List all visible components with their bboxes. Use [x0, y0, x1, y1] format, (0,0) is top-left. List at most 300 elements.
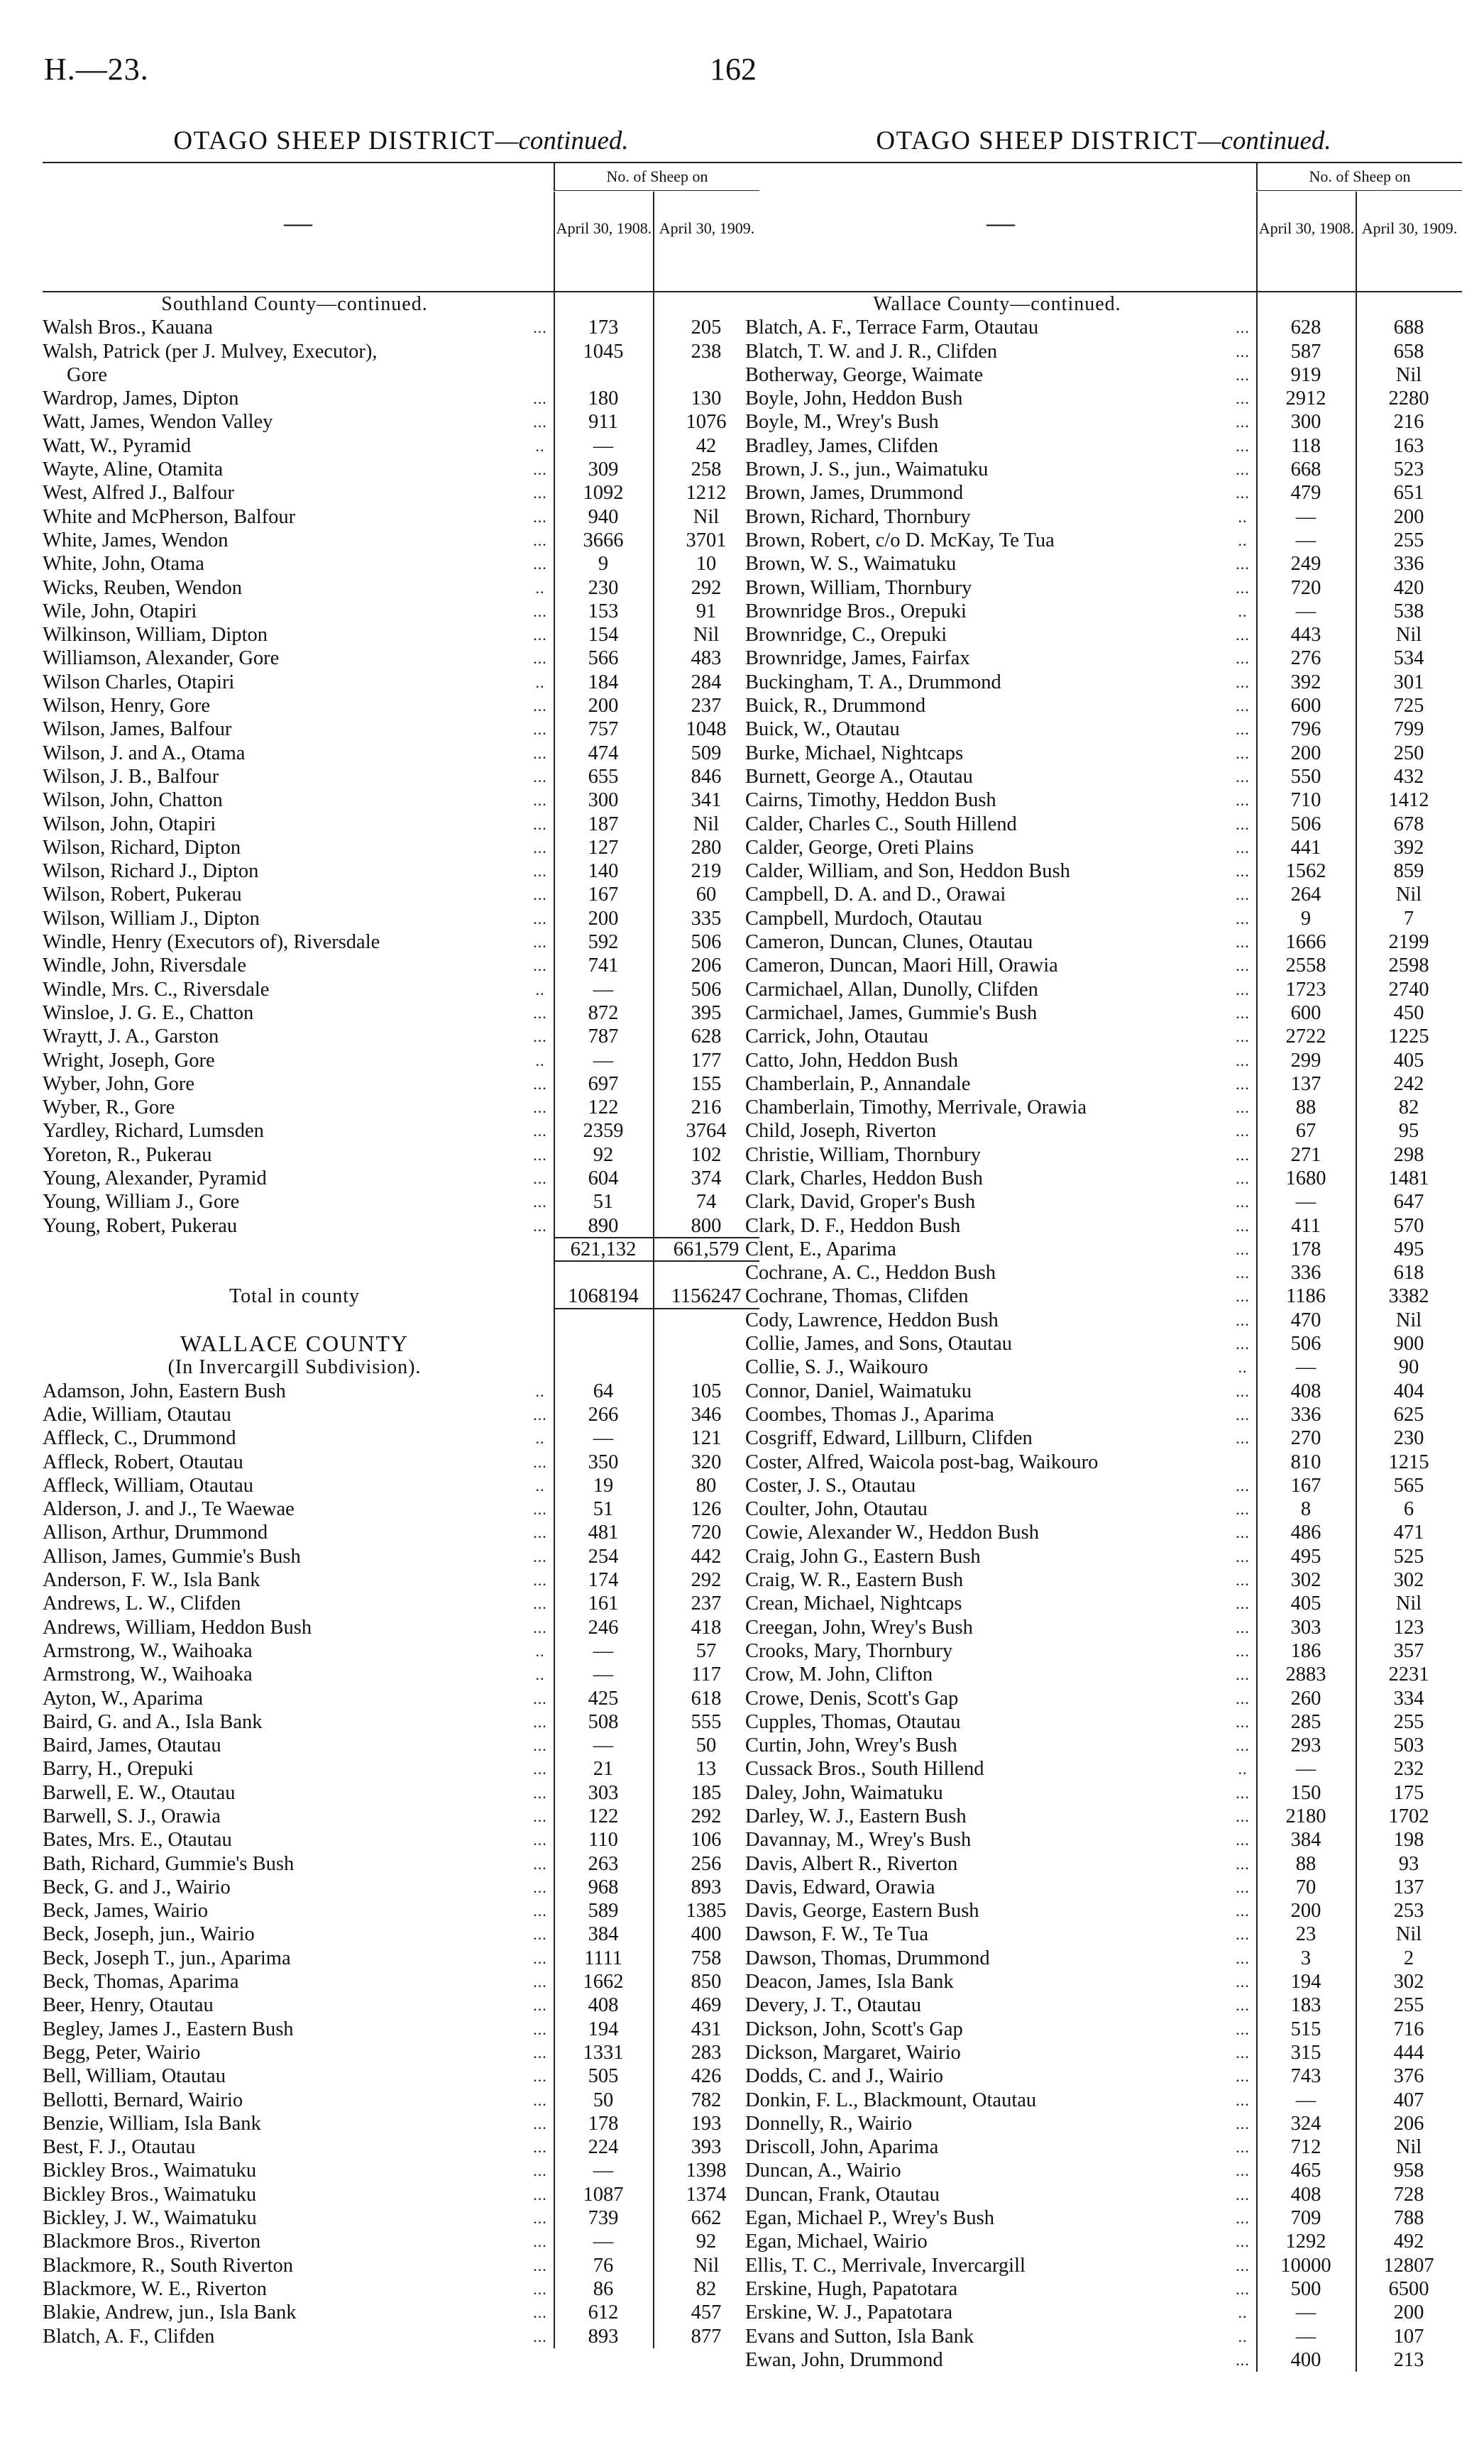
sheep-1909: 298	[1393, 1143, 1424, 1166]
owner-name: Boyle, John, Heddon Bush	[745, 387, 963, 410]
leader-dots: ...	[533, 886, 547, 904]
leader-dots: ..	[535, 1666, 545, 1684]
page-code: H.—23.	[44, 52, 149, 87]
sheep-1908: 3	[1300, 1947, 1312, 1969]
owner-name: Wilson, John, Chatton	[43, 789, 223, 812]
sheep-1908: 2359	[583, 1120, 624, 1143]
owner-name: Boyle, M., Wrey's Bush	[745, 411, 939, 434]
sheep-1908: 180	[588, 387, 619, 410]
leader-dots: ...	[1236, 862, 1250, 881]
sheep-1909: 432	[1393, 765, 1424, 788]
table-row	[745, 836, 1462, 859]
sheep-1908: 51	[593, 1191, 614, 1214]
owner-name: Wile, John, Otapiri	[43, 600, 197, 622]
leader-dots: ..	[1238, 1760, 1248, 1778]
owner-name: Brownridge Bros., Orepuki	[745, 600, 967, 622]
sheep-1909: 846	[691, 765, 722, 788]
table-row	[745, 671, 1462, 694]
table-row	[745, 1876, 1462, 1899]
leader-dots: ...	[533, 649, 547, 668]
owner-name: Coulter, John, Otautau	[745, 1498, 928, 1521]
sheep-1908: 604	[588, 1167, 619, 1189]
leader-dots: ...	[1236, 1808, 1250, 1825]
sheep-1908: 668	[1290, 458, 1321, 481]
owner-name: Bath, Richard, Gummie's Bush	[43, 1852, 295, 1875]
table-row	[43, 954, 759, 977]
owner-name: Cochrane, A. C., Heddon Bush	[745, 1262, 996, 1285]
owner-name: Calder, George, Oreti Plains	[745, 836, 974, 859]
year-1909-header: April 30, 1909.	[653, 192, 759, 291]
table-row	[745, 1426, 1462, 1450]
table-row	[745, 458, 1462, 481]
sheep-1908: 246	[588, 1616, 619, 1639]
table-row	[43, 1403, 759, 1426]
leader-dots: ...	[1236, 1949, 1250, 1967]
sheep-1909: 123	[1393, 1616, 1424, 1639]
leader-dots: ...	[1236, 1783, 1250, 1802]
sheep-1909: 292	[691, 1569, 722, 1592]
sheep-1908: 140	[588, 860, 619, 883]
owner-name: Bell, William, Otautau	[43, 2065, 226, 2088]
owner-name: West, Alfred J., Balfour	[43, 482, 234, 505]
leader-dots: ...	[533, 1712, 547, 1731]
sheep-1908: 86	[593, 2277, 614, 2300]
table-row	[745, 1143, 1462, 1167]
table-row	[43, 907, 759, 930]
owner-name: Driscoll, John, Aparima	[745, 2136, 939, 2159]
sheep-1909: 374	[691, 1167, 722, 1189]
sheep-1909: 292	[691, 576, 722, 599]
sheep-1908: 481	[588, 1522, 619, 1544]
name-column-header: —	[284, 207, 312, 238]
sheep-1909: 3764	[686, 1120, 727, 1143]
owner-name: Windle, John, Riversdale	[43, 955, 246, 977]
leader-dots: ...	[1236, 365, 1250, 384]
owner-name: Wraytt, J. A., Garston	[43, 1025, 219, 1048]
owner-name: Erskine, W. J., Papatotara	[745, 2301, 953, 2324]
sheep-1908: 1662	[583, 1971, 624, 1993]
owner-name: Barwell, E. W., Otautau	[43, 1781, 236, 1804]
sheep-1909: 357	[1393, 1639, 1424, 1662]
sheep-1908: 515	[1290, 2018, 1321, 2040]
table-row	[43, 1687, 759, 1710]
table-row	[43, 2206, 759, 2230]
leader-dots: ...	[1236, 2350, 1250, 2369]
sheep-1908: 612	[588, 2301, 619, 2324]
table-row	[43, 2018, 759, 2041]
leader-dots: ...	[1236, 1169, 1250, 1187]
table-row	[745, 1261, 1462, 1285]
table-row	[43, 1923, 759, 1946]
sheep-1909: 302	[1393, 1569, 1424, 1592]
sheep-1908: 495	[1290, 1545, 1321, 1568]
sheep-1908: 118	[1291, 434, 1321, 457]
leader-dots: ...	[533, 2138, 547, 2157]
leader-dots: ..	[1238, 602, 1248, 620]
sheep-1908: 1186	[1286, 1285, 1326, 1308]
owner-name: Walsh, Patrick (per J. Mulvey, Executor),	[43, 340, 378, 363]
table-row	[43, 529, 759, 552]
sheep-1908: 709	[1290, 2207, 1321, 2230]
sheep-1909: 534	[1393, 647, 1424, 670]
owner-name: Burke, Michael, Nightcaps	[745, 742, 964, 764]
table-row	[43, 1238, 759, 1261]
table-row	[43, 410, 759, 434]
leader-dots: ...	[533, 1571, 547, 1590]
sheep-1908: 64	[593, 1380, 614, 1402]
leader-dots: ...	[533, 1925, 547, 1944]
owner-name: Buick, W., Otautau	[745, 718, 900, 741]
sheep-1909: 200	[1393, 505, 1424, 528]
table-row	[745, 1096, 1462, 1119]
sheep-1909: 255	[1393, 529, 1424, 551]
table-row	[43, 1380, 759, 1403]
sheep-1909: Nil	[693, 624, 720, 647]
table-row	[43, 505, 759, 529]
table-row	[745, 1190, 1462, 1214]
leader-dots: ...	[1236, 1902, 1250, 1920]
table-row	[745, 1332, 1462, 1355]
leader-dots: ...	[1236, 1641, 1250, 1660]
leader-dots: ...	[533, 862, 547, 881]
owner-name: Cussack Bros., South Hillend	[745, 1758, 984, 1781]
table-row	[745, 387, 1462, 410]
sheep-1908: 270	[1290, 1427, 1321, 1450]
leader-dots: ...	[1236, 1003, 1250, 1022]
sheep-1908: 810	[1290, 1451, 1321, 1473]
table-row	[745, 2112, 1462, 2135]
table-row	[745, 1001, 1462, 1025]
owner-name: White, John, Otama	[43, 553, 204, 576]
owner-name: Affleck, Robert, Otautau	[43, 1451, 243, 1473]
leader-dots: ..	[535, 673, 545, 691]
sheep-1909: 91	[696, 600, 717, 622]
leader-dots: ...	[1236, 1524, 1250, 1542]
sheep-1909: 206	[691, 955, 722, 977]
owner-name: Beck, James, Wairio	[43, 1900, 209, 1923]
leader-dots: ...	[1236, 1145, 1250, 1164]
leader-dots: ...	[1236, 957, 1250, 975]
sheep-1908: 200	[1290, 742, 1321, 764]
sheep-1909: 506	[691, 931, 722, 954]
leader-dots: ...	[1236, 1429, 1250, 1448]
table-row	[745, 2135, 1462, 2159]
table-row	[745, 1899, 1462, 1923]
leader-dots: ...	[533, 1547, 547, 1566]
owner-name: Wright, Joseph, Gore	[43, 1049, 215, 1072]
leader-dots: ...	[533, 1169, 547, 1187]
leader-dots: ...	[533, 1500, 547, 1519]
name-column-header: —	[986, 207, 1015, 238]
sheep-1909: 728	[1393, 2183, 1424, 2206]
sheep-1908: 167	[1290, 1474, 1321, 1497]
sheep-1909: 137	[1393, 1876, 1424, 1898]
sheep-1908: 408	[1290, 1380, 1321, 1402]
sheep-1908: 167	[588, 884, 619, 906]
leader-dots: ...	[1236, 2067, 1250, 2086]
table-row	[745, 1568, 1462, 1592]
table-row	[745, 2206, 1462, 2230]
sheep-1908: 720	[1290, 576, 1321, 599]
table-row	[745, 552, 1462, 576]
owner-name: Davis, George, Eastern Bush	[745, 1900, 979, 1923]
table-row	[43, 1592, 759, 1615]
table-row	[43, 671, 759, 694]
leader-dots: ...	[533, 1689, 547, 1707]
sheep-1908: 506	[1290, 1333, 1321, 1355]
owner-name: Clent, E., Aparima	[745, 1238, 896, 1260]
sheep-1909: 525	[1393, 1545, 1424, 1568]
sheep-1908: 88	[1295, 1096, 1317, 1119]
table-row	[745, 717, 1462, 741]
sheep-1908: 712	[1290, 2136, 1321, 2159]
sheep-1908: 474	[588, 742, 619, 764]
owner-name: Gore	[67, 363, 107, 386]
leader-dots: ...	[1236, 1689, 1250, 1707]
sheep-1909: 213	[1393, 2348, 1424, 2371]
sheep-1908: 911	[588, 411, 618, 434]
sheep-1909: 205	[691, 317, 722, 339]
table-row	[745, 1805, 1462, 1828]
sheep-1908: —	[1295, 600, 1317, 622]
owner-name: Cowie, Alexander W., Heddon Bush	[745, 1522, 1040, 1544]
table-row	[43, 1970, 759, 1993]
table-row	[745, 2277, 1462, 2301]
sheep-1909: 117	[691, 1663, 721, 1686]
owner-name: Windle, Mrs. C., Riversdale	[43, 978, 270, 1001]
owner-name: Benzie, William, Isla Bank	[43, 2112, 261, 2135]
sheep-1909: 283	[691, 2041, 722, 2064]
sheep-1909: Nil	[1395, 884, 1422, 906]
owner-name: Collie, James, and Sons, Otautau	[745, 1333, 1012, 1355]
owner-name: Bickley Bros., Waimatuku	[43, 2160, 257, 2182]
table-row	[745, 1025, 1462, 1048]
sheep-1908: 2180	[1285, 1805, 1326, 1827]
table-row	[43, 1167, 759, 1190]
sheep-1909: 255	[1393, 1994, 1424, 2017]
owner-name: Dodds, C. and J., Wairio	[745, 2065, 944, 2088]
sheep-1909: 688	[1393, 317, 1424, 339]
sheep-1909: 13	[696, 1758, 717, 1781]
sheep-1908: 1111	[584, 1947, 622, 1969]
table-row	[745, 788, 1462, 812]
table-row	[745, 1923, 1462, 1946]
leader-dots: ...	[1236, 673, 1250, 691]
sheep-1908: 161	[588, 1593, 619, 1615]
sheep-1908: 1087	[583, 2183, 624, 2206]
sheep-1908: 8	[1300, 1498, 1312, 1521]
leader-dots: ..	[1238, 1358, 1248, 1377]
table-row	[745, 1734, 1462, 1757]
sheep-1908: 566	[588, 647, 619, 670]
owner-name: Evans and Sutton, Isla Bank	[745, 2325, 974, 2348]
sheep-1908: 70	[1295, 1876, 1317, 1898]
sheep-1909: 237	[691, 1593, 722, 1615]
owner-name: Ayton, W., Aparima	[43, 1687, 204, 1710]
sheep-1908: 263	[588, 1852, 619, 1875]
owner-name: Blackmore, R., South Riverton	[43, 2254, 294, 2277]
leader-dots: ...	[533, 1737, 547, 1755]
sheep-1909: 662	[691, 2207, 722, 2230]
sheep-1909: 782	[691, 2089, 722, 2111]
table-row	[43, 2135, 759, 2159]
owner-name: White and McPherson, Balfour	[43, 505, 296, 528]
table-row	[745, 410, 1462, 434]
sheep-1908: 92	[593, 1143, 614, 1166]
sheep-1908: 757	[588, 718, 619, 741]
owner-name: Dickson, Margaret, Wairio	[745, 2041, 961, 2064]
sheep-1909: 185	[691, 1781, 722, 1804]
leader-dots: ..	[535, 1051, 545, 1069]
table-row	[745, 907, 1462, 930]
sheep-1909: 450	[1393, 1001, 1424, 1024]
sheep-1908: 621,132	[570, 1238, 637, 1260]
owner-name: Allison, Arthur, Drummond	[43, 1522, 268, 1544]
leader-dots: ...	[533, 1902, 547, 1920]
sheep-1909: 658	[1393, 340, 1424, 363]
leader-dots: ...	[533, 933, 547, 952]
owner-name: Coster, Alfred, Waicola post-bag, Waikouro	[745, 1451, 1099, 1473]
leader-dots: ...	[1236, 1854, 1250, 1873]
owner-name: Adamson, John, Eastern Bush	[43, 1380, 286, 1402]
owner-name: Campbell, D. A. and D., Orawai	[745, 884, 1006, 906]
owner-name: Bates, Mrs. E., Otautau	[43, 1829, 232, 1852]
table-row	[745, 1214, 1462, 1238]
table-row	[43, 742, 759, 765]
leader-dots: ...	[1236, 1737, 1250, 1755]
sheep-1908: 9	[1300, 907, 1312, 930]
table-row	[43, 434, 759, 458]
sheep-1908: 76	[593, 2254, 614, 2277]
leader-dots: ...	[533, 2304, 547, 2322]
sheep-1908: 264	[1290, 884, 1321, 906]
leader-dots: ...	[533, 767, 547, 786]
sheep-1908: 2912	[1285, 387, 1326, 410]
owner-name: Craig, W. R., Eastern Bush	[745, 1569, 964, 1592]
owner-name: Yoreton, R., Pukerau	[43, 1143, 212, 1166]
owner-name: Ewan, John, Drummond	[745, 2348, 943, 2371]
table-row	[745, 2230, 1462, 2253]
sheep-1908: 194	[1290, 1971, 1321, 1993]
sheep-1908: 300	[588, 789, 619, 812]
owner-name: Wyber, R., Gore	[43, 1096, 175, 1119]
sheep-1908: 600	[1290, 695, 1321, 717]
sheep-1908: —	[593, 1639, 614, 1662]
sheep-1908: 19	[593, 1474, 614, 1497]
sheep-1909: 2598	[1388, 955, 1429, 977]
leader-dots: ...	[1236, 1051, 1250, 1069]
year-1908-header: April 30, 1908.	[554, 192, 653, 291]
leader-dots: ...	[1236, 1216, 1250, 1235]
leader-dots: ...	[1236, 1311, 1250, 1329]
sheep-1908: 550	[1290, 765, 1321, 788]
table-row	[43, 481, 759, 505]
sheep-1909: 492	[1393, 2231, 1424, 2253]
leader-dots: ...	[533, 2279, 547, 2298]
leader-dots: ...	[1236, 1028, 1250, 1046]
sheep-1908: 1723	[1285, 978, 1326, 1001]
sheep-1909: 155	[691, 1072, 722, 1095]
table-row	[745, 1970, 1462, 1993]
sheep-1909: 400	[691, 1923, 722, 1946]
year-1909-header: April 30, 1909.	[1356, 192, 1462, 291]
sheep-1909: 850	[691, 1971, 722, 1993]
table-row	[43, 2254, 759, 2277]
sheep-1908: 1562	[1285, 860, 1326, 883]
table-row	[745, 1828, 1462, 1852]
sheep-1909: 555	[691, 1710, 722, 1733]
sheep-1908: 443	[1290, 624, 1321, 647]
owner-name: Bellotti, Bernard, Wairio	[43, 2089, 243, 2111]
table-row	[745, 1757, 1462, 1781]
leader-dots: ...	[533, 602, 547, 620]
leader-dots: ...	[533, 2091, 547, 2109]
sheep-1908: 224	[588, 2136, 619, 2159]
sheep-1909: 442	[691, 1545, 722, 1568]
owner-name: Christie, William, Thornbury	[745, 1143, 981, 1166]
leader-dots: ...	[1236, 1878, 1250, 1896]
owner-name: Davis, Albert R., Riverton	[745, 1852, 958, 1875]
section-heading	[745, 292, 1462, 316]
table-row	[745, 2064, 1462, 2088]
owner-name: Wilson, Robert, Pukerau	[43, 884, 242, 906]
sheep-1909: 444	[1393, 2041, 1424, 2064]
sheep-1908: —	[593, 2231, 614, 2253]
leader-dots: ...	[1236, 697, 1250, 715]
sheep-1908: 743	[1290, 2065, 1321, 2088]
leader-dots: ...	[1236, 1996, 1250, 2015]
table-row	[745, 1545, 1462, 1568]
sheep-1909: 302	[1393, 1971, 1424, 1993]
table-row	[43, 1119, 759, 1143]
sheep-1908: 174	[588, 1569, 619, 1592]
sheep-1908: 592	[588, 931, 619, 954]
sheep-1909: 177	[691, 1049, 722, 1072]
table-row	[745, 529, 1462, 552]
table-row	[43, 883, 759, 906]
leader-dots: ...	[1236, 1287, 1250, 1306]
sheep-1909: 256	[691, 1852, 722, 1875]
leader-dots: ...	[533, 2043, 547, 2062]
table-row	[43, 1781, 759, 1805]
owner-name: Clark, D. F., Heddon Bush	[745, 1214, 961, 1237]
sheep-1909: 900	[1393, 1333, 1424, 1355]
table-row	[43, 1451, 759, 1474]
table-row	[745, 340, 1462, 363]
table-row	[745, 2041, 1462, 2064]
sheep-1909: 647	[1393, 1191, 1424, 1214]
table-row	[43, 836, 759, 859]
owners-table	[43, 292, 759, 2348]
leader-dots: ...	[1236, 2162, 1250, 2180]
sheep-1908: 150	[1290, 1781, 1321, 1804]
leader-dots: ...	[533, 555, 547, 573]
sheep-1908: 137	[1290, 1072, 1321, 1095]
table-row	[43, 1876, 759, 1899]
owner-name: Wyber, John, Gore	[43, 1072, 195, 1095]
owner-name: Crow, M. John, Clifton	[745, 1663, 933, 1686]
sheep-1909: 418	[691, 1616, 722, 1639]
table-row	[43, 1710, 759, 1734]
owner-name: Beck, Thomas, Aparima	[43, 1971, 239, 1993]
sheep-1908: 276	[1290, 647, 1321, 670]
sheep-1909: 163	[1393, 434, 1424, 457]
table-row	[43, 1072, 759, 1096]
owner-name: Crowe, Denis, Scott's Gap	[745, 1687, 959, 1710]
sheep-1908: 441	[1290, 836, 1321, 859]
leader-dots: ...	[1236, 1074, 1250, 1093]
table-row	[43, 859, 759, 883]
